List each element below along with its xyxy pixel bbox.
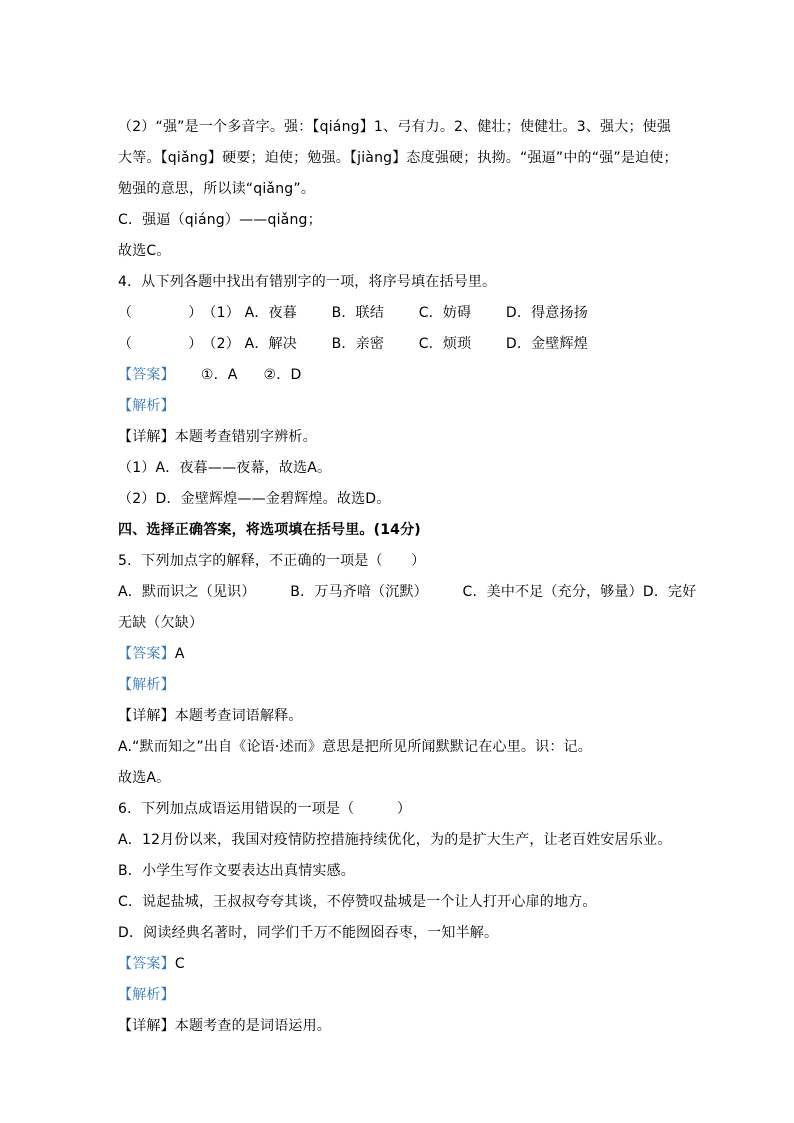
q4-answer-label: 【答案】: [118, 367, 175, 383]
q5-options-line-2: 无缺（欠缺）: [118, 615, 204, 631]
q5-analysis-label: 【解析】: [118, 677, 175, 693]
q4-analysis-label: 【解析】: [118, 398, 175, 414]
q5-detail-2: 故选A。: [118, 770, 171, 786]
q5-analysis: [118, 670, 684, 701]
q4-row-1: [118, 298, 684, 329]
q5-detail: 【详解】本题考查词语解释。: [118, 708, 303, 724]
q5-answer-label: 【答案】: [118, 646, 175, 662]
q4-row-2-option-b: B．亲密: [331, 336, 385, 352]
q6-analysis: [118, 980, 684, 1011]
q4-row-2-number: （2）: [202, 336, 240, 352]
q4-detail-2: （2）D．金壁辉煌——金碧辉煌。故选D。: [118, 491, 391, 507]
q4-row-2-open-paren: （: [118, 336, 133, 352]
q4-row-2-option-c: C．烦琐: [418, 336, 472, 352]
q4-row-1-option-d: D．得意扬扬: [505, 305, 588, 321]
q5-answer-value: A: [174, 646, 185, 662]
q4-detail: 【详解】本题考查错别字辨析。: [118, 429, 317, 445]
q4-row-2-option-a: A．解决: [244, 336, 297, 352]
section-heading: 四、选择正确答案，将选项填在括号里。(14分): [118, 522, 421, 538]
q4-answer: [118, 360, 684, 391]
q4-row-1-option-a: A．夜暮: [244, 305, 297, 321]
q4-row-1-close-paren: ）: [188, 305, 203, 321]
q5-answer: [118, 639, 684, 670]
q5-option-a: A．默而识之（见识）: [118, 584, 256, 600]
q6-answer-label: 【答案】: [118, 956, 175, 972]
q4-row-1-open-paren: （: [118, 305, 133, 321]
q4-row-2: [118, 329, 684, 360]
q6-option-b: B．小学生写作文要表达出真情实感。: [118, 863, 356, 879]
q4-stem: 4．从下列各题中找出有错别字的一项，将序号填在括号里。: [118, 274, 497, 290]
q6-analysis-label: 【解析】: [118, 987, 175, 1003]
q3-conclusion: 故选C。: [118, 243, 171, 259]
q4-row-2-close-paren: ）: [188, 336, 203, 352]
q5-option-c-d: C．美中不足（充分，够量）D．完好: [462, 584, 697, 600]
q6-stem: 6．下列加点成语运用错误的一项是（ ）: [118, 801, 412, 817]
q5-option-b: B．万马齐喑（沉默）: [290, 584, 428, 600]
q6-answer-value: C: [174, 956, 185, 972]
q4-row-1-option-b: B．联结: [331, 305, 385, 321]
q5-detail-1: A.“默而知之”出自《论语·述而》意思是把所见所闻默默记在心里。识：记。: [118, 739, 592, 755]
q4-analysis: [118, 391, 684, 422]
q6-option-d: D．阅读经典名著时，同学们千万不能囫囵吞枣，一知半解。: [118, 925, 499, 941]
q6-answer: [118, 949, 684, 980]
q6-option-a: A．12月份以来，我国对疫情防控措施持续优化，为的是扩大生产，让老百姓安居乐业。: [118, 832, 672, 848]
q5-options-line-1: [118, 577, 697, 608]
q4-answer-value-2: ②．D: [263, 367, 302, 383]
q3-analysis-line-1: （2）“强”是一个多音字。强：【qiáng】1、弓有力。2、健壮；使健壮。3、强大；使强: [118, 119, 672, 135]
q6-detail: 【详解】本题考查的是词语运用。: [118, 1018, 331, 1034]
q4-row-1-option-c: C．妨碍: [418, 305, 472, 321]
q4-row-1-number: （1）: [202, 305, 240, 321]
document-page: [118, 112, 697, 1042]
q3-analysis-line-2: 大等。【qiǎng】硬要；迫使；勉强。【jiàng】态度强硬；执拗。“强逼”中的“强”是迫使；: [118, 150, 678, 166]
q6-option-c: C．说起盐城，王叔叔夸夸其谈，不停赞叹盐城是一个让人打开心扉的地方。: [118, 894, 597, 910]
q3-analysis-line-3: 勉强的意思，所以读“qiǎng”。: [118, 181, 316, 197]
q5-stem: 5．下列加点字的解释，不正确的一项是（ ）: [118, 553, 426, 569]
q3-analysis-line-4: C．强逼（qiáng）——qiǎng；: [118, 212, 322, 228]
q4-row-2-option-d: D．金壁辉煌: [505, 336, 588, 352]
q4-detail-1: （1）A．夜暮——夜幕，故选A。: [118, 460, 332, 476]
q4-answer-value-1: ①．A: [200, 367, 238, 383]
